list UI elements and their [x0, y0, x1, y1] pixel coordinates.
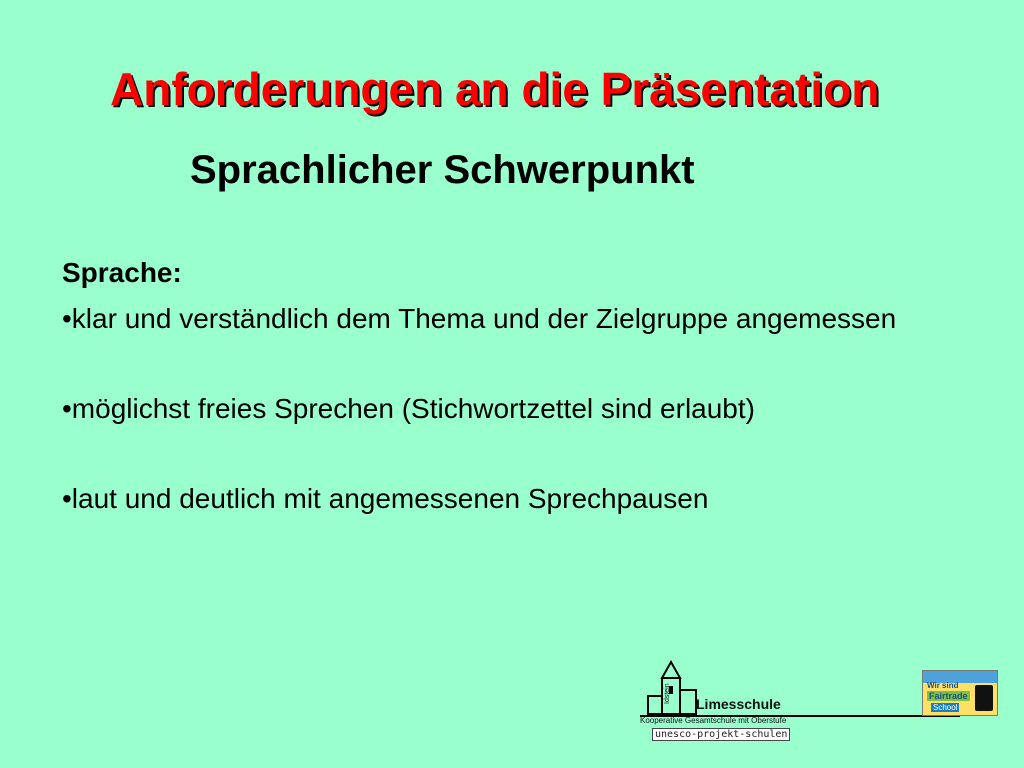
- fairtrade-line3: School: [933, 703, 958, 712]
- bullet-item: •möglichst freies Sprechen (Stichwortzettel sind erlaubt): [62, 393, 755, 424]
- school-name: Limesschule: [696, 696, 781, 712]
- fairtrade-school-logo: [922, 670, 998, 716]
- slide-subtitle: Sprachlicher Schwerpunkt: [190, 148, 695, 192]
- bullet-item: •laut und deutlich mit angemessenen Sprechpausen: [62, 483, 709, 514]
- fairtrade-mark-icon: [975, 685, 993, 711]
- footer-logos: [630, 660, 1010, 760]
- school-location-label: Idstein: [664, 683, 671, 704]
- unesco-label: unesco-projekt-schulen: [652, 728, 790, 741]
- school-logo: [640, 660, 790, 742]
- fairtrade-line2: Fairtrade: [929, 691, 968, 701]
- slide-title: Anforderungen an die Präsentation: [110, 63, 880, 115]
- bullet-item: •klar und verständlich dem Thema und der Zielgruppe angemessen: [62, 303, 897, 334]
- fairtrade-line1: Wir sind: [927, 681, 959, 690]
- school-subtitle: Kooperative Gesamtschule mit Oberstufe: [640, 716, 787, 725]
- section-heading: Sprache:: [62, 257, 182, 288]
- slide-body: [62, 255, 942, 517]
